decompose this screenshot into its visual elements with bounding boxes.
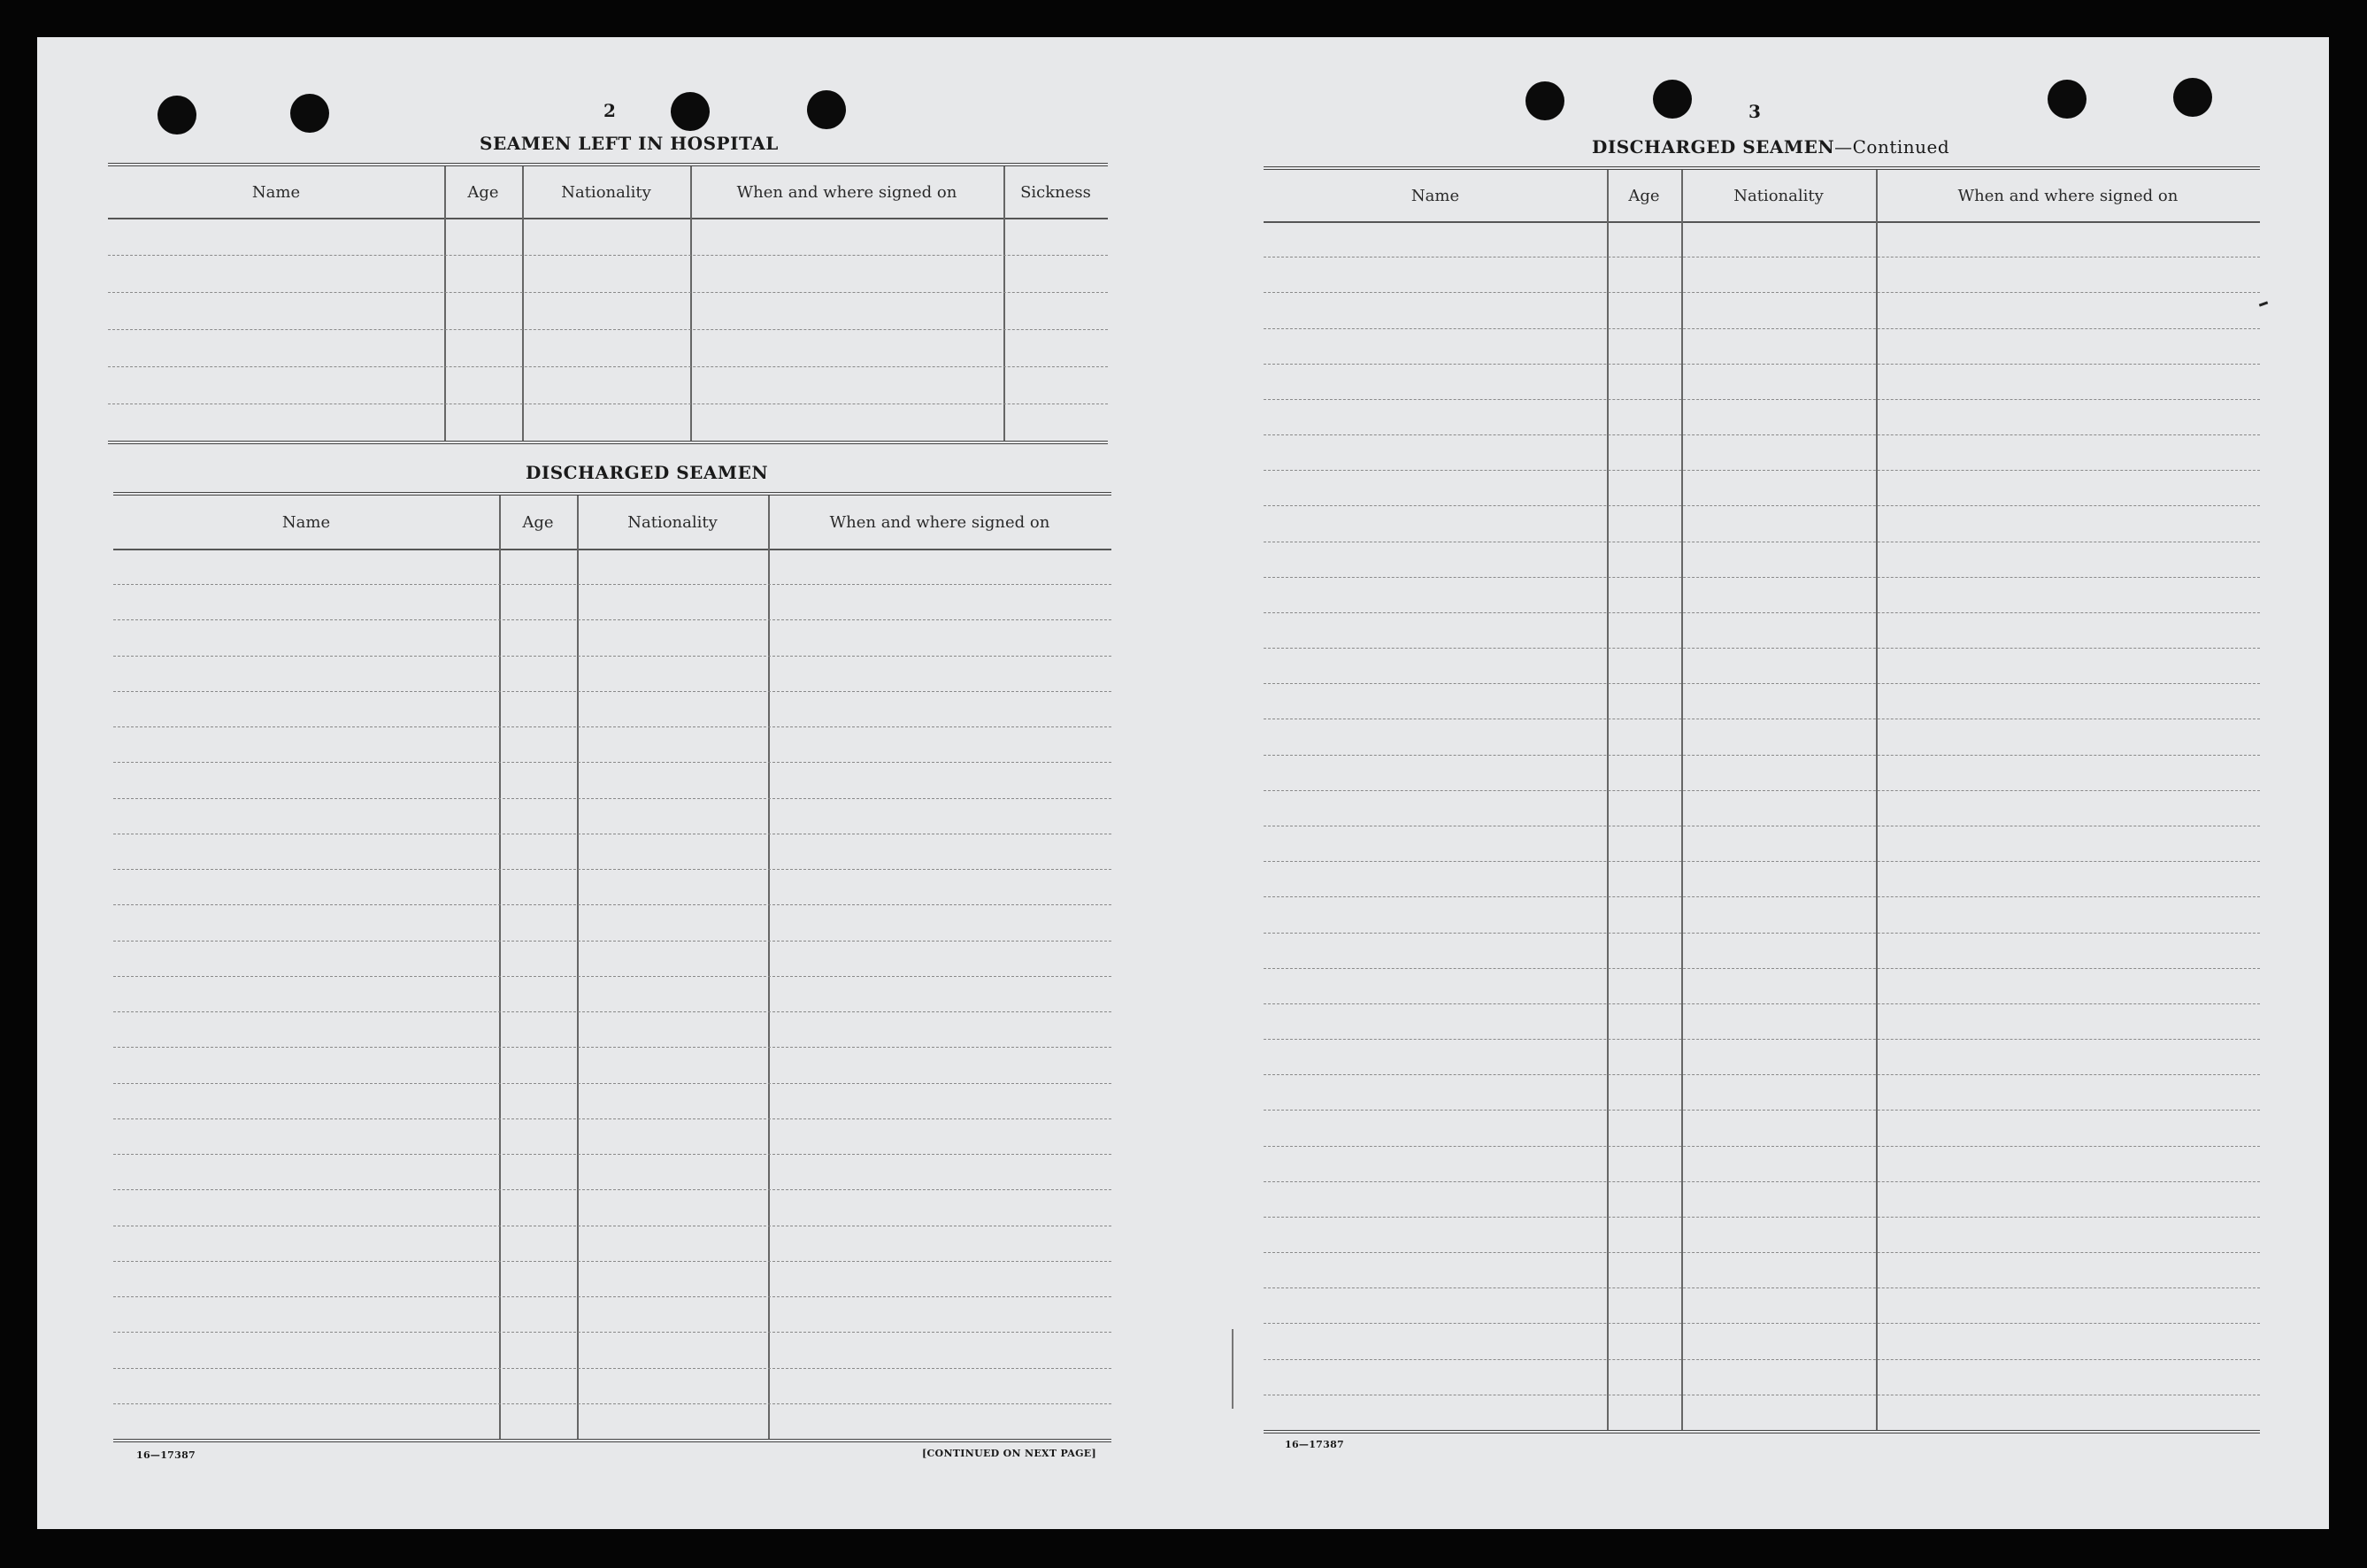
row-rule: [1264, 399, 2260, 400]
row-rule: [1264, 1252, 2260, 1253]
row-rule: [1264, 1359, 2260, 1360]
page-number-left: 2: [603, 100, 616, 121]
row-rule: [1264, 933, 2260, 934]
row-rule: [113, 691, 1111, 692]
punch-hole: [158, 96, 196, 135]
form-number-right: 16—17387: [1285, 1439, 1344, 1450]
row-rule: [113, 619, 1111, 620]
row-rule: [113, 941, 1111, 942]
row-rule: [113, 1261, 1111, 1262]
page-number-right: 3: [1748, 101, 1761, 122]
row-rule: [113, 1083, 1111, 1084]
column-header: Nationality: [1733, 186, 1824, 205]
punch-hole: [290, 94, 329, 133]
row-rule: [113, 1189, 1111, 1190]
row-rule: [108, 366, 1108, 367]
ink-mark: [1232, 1329, 1233, 1409]
punch-hole: [2173, 78, 2212, 117]
row-rule: [113, 904, 1111, 905]
row-rule: [113, 1296, 1111, 1297]
document-sheet: [37, 37, 2329, 1529]
row-rule: [1264, 968, 2260, 969]
discharged-table-left: [113, 492, 1111, 1442]
column-header: Age: [467, 182, 499, 202]
row-rule: [113, 1011, 1111, 1012]
section-title-suffix: —Continued: [1834, 136, 1950, 158]
punch-hole: [1653, 80, 1692, 119]
row-rule: [1264, 861, 2260, 862]
column-rule: [768, 496, 770, 1439]
column-header: When and where signed on: [1957, 186, 2179, 205]
row-rule: [108, 255, 1108, 256]
column-header: Name: [251, 182, 301, 202]
row-rule: [1264, 648, 2260, 649]
row-rule: [1264, 1110, 2260, 1111]
column-header: When and where signed on: [829, 512, 1050, 532]
continued-note: [CONTINUED ON NEXT PAGE]: [922, 1448, 1096, 1459]
discharged-table-right: [1264, 166, 2260, 1433]
row-rule: [1264, 577, 2260, 578]
row-rule: [1264, 1181, 2260, 1182]
section-title-discharged-continued: [1592, 136, 1949, 158]
row-rule: [1264, 364, 2260, 365]
section-title-discharged: DISCHARGED SEAMEN: [526, 462, 769, 483]
column-rule: [1003, 166, 1005, 441]
column-header: Nationality: [627, 512, 718, 532]
form-number-left: 16—17387: [136, 1449, 196, 1461]
table-header: [108, 166, 1108, 219]
punch-hole: [2048, 80, 2086, 119]
table-header: [1264, 170, 2260, 223]
row-rule: [1264, 470, 2260, 471]
row-rule: [1264, 1074, 2260, 1075]
row-rule: [113, 726, 1111, 727]
column-rule: [499, 496, 501, 1439]
row-rule: [113, 869, 1111, 870]
row-rule: [108, 292, 1108, 293]
row-rule: [1264, 755, 2260, 756]
column-rule: [577, 496, 579, 1439]
row-rule: [1264, 292, 2260, 293]
punch-hole: [1525, 81, 1564, 120]
row-rule: [1264, 896, 2260, 897]
ink-mark: [2259, 301, 2268, 306]
column-header: Name: [281, 512, 331, 532]
row-rule: [113, 1368, 1111, 1369]
row-rule: [113, 762, 1111, 763]
row-rule: [1264, 1323, 2260, 1324]
column-header: Age: [522, 512, 554, 532]
column-header: Name: [1410, 186, 1460, 205]
column-header: Sickness: [1020, 182, 1091, 202]
row-rule: [113, 976, 1111, 977]
column-header: When and where signed on: [736, 182, 957, 202]
row-rule: [108, 329, 1108, 330]
punch-hole: [807, 90, 846, 129]
row-rule: [113, 1047, 1111, 1048]
row-rule: [113, 1118, 1111, 1119]
row-rule: [113, 1332, 1111, 1333]
section-title-hospital: SEAMEN LEFT IN HOSPITAL: [480, 133, 779, 154]
column-rule: [522, 166, 524, 441]
row-rule: [1264, 790, 2260, 791]
row-rule: [113, 1403, 1111, 1404]
row-rule: [113, 584, 1111, 585]
row-rule: [1264, 1217, 2260, 1218]
row-rule: [113, 656, 1111, 657]
column-rule: [1876, 170, 1878, 1430]
row-rule: [113, 1154, 1111, 1155]
table-header: [113, 496, 1111, 550]
column-header: Nationality: [561, 182, 651, 202]
row-rule: [1264, 612, 2260, 613]
row-rule: [1264, 505, 2260, 506]
row-rule: [1264, 328, 2260, 329]
section-title-text: DISCHARGED SEAMEN: [1592, 136, 1835, 158]
column-header: Age: [1628, 186, 1660, 205]
column-rule: [444, 166, 446, 441]
column-rule: [1607, 170, 1609, 1430]
row-rule: [1264, 683, 2260, 684]
row-rule: [1264, 1287, 2260, 1288]
row-rule: [113, 798, 1111, 799]
row-rule: [1264, 434, 2260, 435]
column-rule: [690, 166, 692, 441]
punch-hole: [671, 92, 710, 131]
row-rule: [1264, 1146, 2260, 1147]
column-rule: [1681, 170, 1683, 1430]
hospital-table: [108, 163, 1108, 444]
row-rule: [1264, 1003, 2260, 1004]
row-rule: [1264, 1039, 2260, 1040]
